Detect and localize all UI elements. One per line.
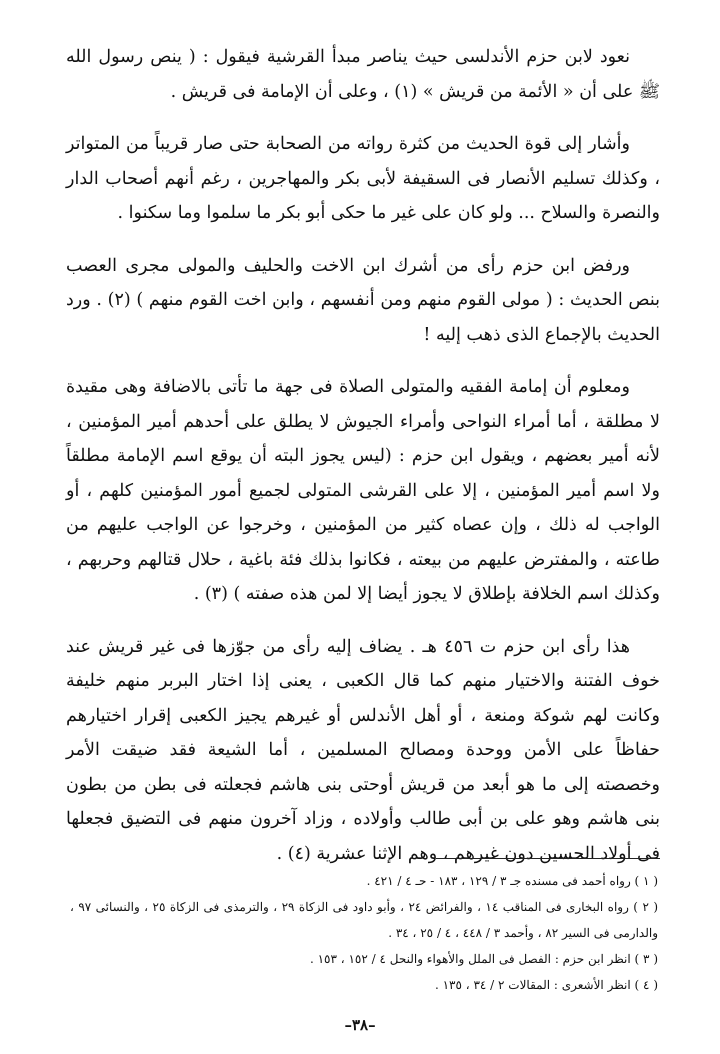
paragraph-1: نعود لابن حزم الأندلسى حيث يناصر مبدأ القرشية فيقول : ( ينص رسول الله ﷺ على أن « الأئمة من قريش » (١) ، وعلى أن الإمامة فى قريش . [66,47,660,102]
main-text [66,40,660,871]
paragraph-5: هذا رأى ابن حزم ت ٤٥٦ هـ . يضاف إليه رأى من جوّزها فى غير قريش عند خوف الفتنة والاختيار منهم كما قال الكعبى ، يعنى إذا اختار البربر منهم خليفة وكانت لهم شوكة ومنعة ، أو أهل الأندلس أو غيرهم يجيز الكعبى إقرار اختيارهم حفاظاً على الأمن ووحدة ومصالح المسلمين ، أما الشيعة فقد ضيقت الأمر وخصصته إلى ما هو أبعد من قريش أوحتى بنى هاشم فجعلته فى بطن من بطون بنى هاشم وهو على بن أبى طالب وأولاده ، وزاد آخرون منهم فى التضيق فجعلها فى أولاد الحسين دون غيرهم ، وهم الإثنا عشرية (٤) . [66,636,660,864]
paragraph-4: ومعلوم أن إمامة الفقيه والمتولى الصلاة فى جهة ما تأتى بالاضافة وهى مقيدة لا مطلقة ، أما أمراء النواحى وأمراء الجيوش لا يطلق على أحدهم أمير المؤمنين ، لأنه أمير بعضهم ، ويقول ابن حزم : (ليس يجوز البته أن يوقع اسم الإمامة مطلقاً ولا اسم أمير المؤمنين ، إلا على القرشى المتولى لجميع أمور المؤمنين كلهم ، أو الواجب له ذلك ، وإن عصاه كثير من المؤمنين ، وخرجوا عن الواجب عليهم من طاعته ، والمفترض عليهم من بيعته ، فكانوا بذلك فئة باغية ، حلال قتالهم وحربهم ، وكذلك اسم الخلافة بإطلاق لا يجوز أيضا إلا لمن هذه صفته ) (٣) . [66,377,660,604]
footnote-3: ( ٣ ) انظر ابن حزم : الفصل فى الملل والأهواء والنحل ٤ / ١٥٢ ، ١٥٣ . [309,952,658,966]
footnote-1: ( ١ ) رواه أحمد فى مسنده جـ ٣ / ١٢٩ ، ١٨٣ - حـ ٤ / ٤٢١ . [366,874,658,888]
footnote-2: ( ٢ ) رواه البخارى فى المناقب ١٤ ، والفرائض ٢٤ ، وأبو داود فى الزكاة ٢٩ ، والترمذى فى الزكاة ٢٥ ، والنسائى ٩٧ ، والدارمى فى السير ٨٢ ، وأحمد ٣ / ٤٤٨ ، ٤ / ٢٥ ، ٣٤ . [70,900,659,940]
footnotes [70,868,658,998]
paragraph-3: ورفض ابن حزم رأى من أشرك ابن الاخت والحليف والمولى مجرى العصب بنص الحديث : ( مولى القوم منهم ومن أنفسهم ، وابن اخت القوم منهم ) (٢) . ورد الحديث بالإجماع الذى ذهب إليه ! [66,255,660,345]
page-number: –٣٨– [344,1016,376,1034]
paragraph-2: وأشار إلى قوة الحديث من كثرة رواته من الصحابة حتى صار قريباً من المتواتر ، وكذلك تسليم الأنصار فى السقيفة لأبى بكر والمهاجرين ، رغم أنهم أصحاب الدار والنصرة والسلاح ... ولو كان على غير ما حكى أبو بكر ما سلموا وما سكنوا . [66,134,660,223]
footnote-divider [436,858,660,859]
footnote-4: ( ٤ ) انظر الأشعرى : المقالات ٢ / ٣٤ ، ١٣٥ . [434,978,658,992]
